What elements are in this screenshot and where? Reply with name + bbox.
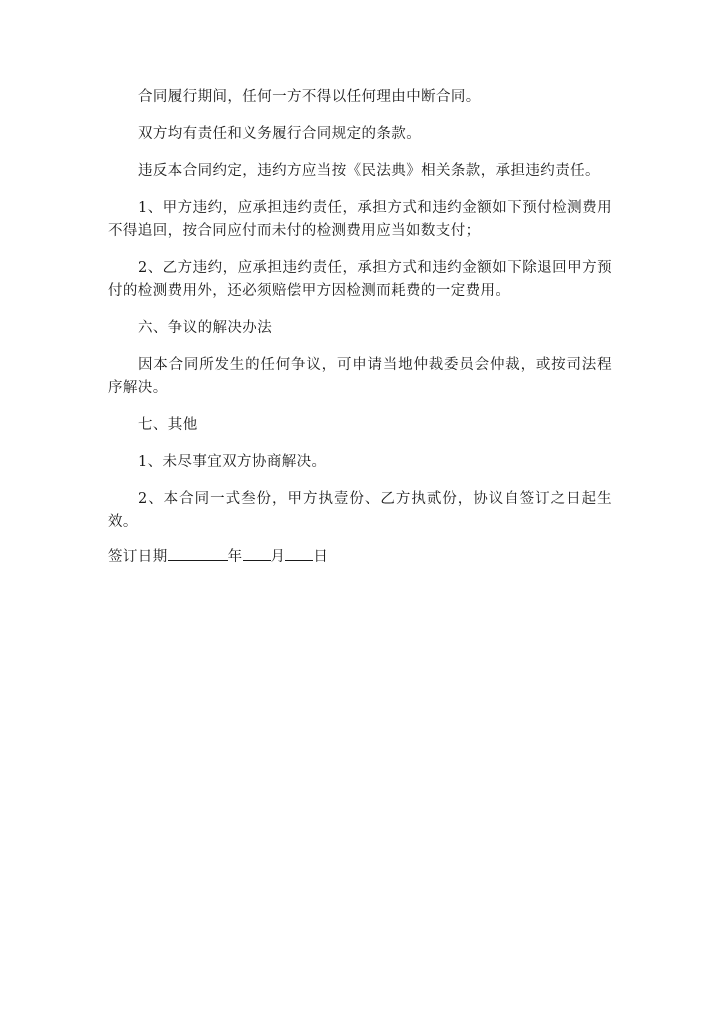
clause-copies-effective: 2、本合同一式叁份，甲方执壹份、乙方执贰份，协议自签订之日起生效。 xyxy=(108,491,612,530)
section-heading-dispute: 六、争议的解决办法 xyxy=(138,320,273,336)
month-blank[interactable] xyxy=(243,544,271,561)
clause-liability: 违反本合同约定，违约方应当按《民法典》相关条款，承担违约责任。 xyxy=(138,163,600,179)
signing-date-label: 签订日期 xyxy=(108,549,168,565)
day-blank[interactable] xyxy=(285,544,313,561)
clause-other-matters: 1、未尽事宜双方协商解决。 xyxy=(138,454,327,470)
year-blank[interactable] xyxy=(168,544,228,561)
clause-obligations: 双方均有责任和义务履行合同规定的条款。 xyxy=(138,126,422,142)
clause-party-a-breach: 1、甲方违约，应承担违约责任，承担方式和违约金额如下预付检测费用不得追回，按合同应付而未付的检测费用应当如数支付； xyxy=(108,200,612,239)
clause-no-interruption: 合同履行期间，任何一方不得以任何理由中断合同。 xyxy=(138,89,481,105)
signing-date-line xyxy=(108,544,612,569)
month-unit: 月 xyxy=(270,549,286,565)
clause-party-b-breach: 2、乙方违约，应承担违约责任，承担方式和违约金额如下除退回甲方预付的检测费用外，还必须赔偿甲方因检测而耗费的一定费用。 xyxy=(108,260,612,299)
section-heading-other: 七、其他 xyxy=(138,417,198,433)
day-unit: 日 xyxy=(313,549,329,565)
year-unit: 年 xyxy=(227,549,243,565)
clause-dispute-resolution: 因本合同所发生的任何争议，可申请当地仲裁委员会仲裁，或按司法程序解决。 xyxy=(108,357,612,396)
